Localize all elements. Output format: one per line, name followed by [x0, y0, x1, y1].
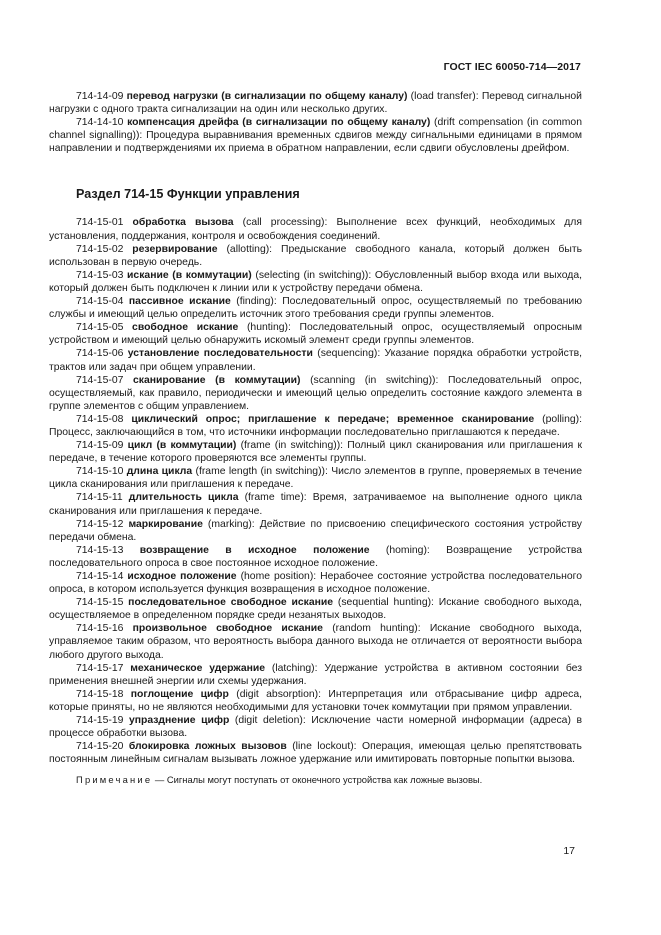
entry-term: блокировка ложных вызовов: [128, 741, 287, 753]
entry-definition: (sequencing): Указание порядка обработки устройств, трактов или задач при общем управлении.: [49, 348, 583, 373]
entry-code: 714-15-18: [76, 688, 124, 700]
entry-term: длина цикла: [126, 466, 193, 478]
term-entry: [49, 90, 582, 116]
term-entry: [49, 491, 582, 517]
entry-definition: (latching): Удержание устройства в активном состоянии без применения внешней энергии или схемы удержания.: [49, 662, 582, 687]
entry-term: обработка вызова: [132, 217, 234, 229]
entry-code: 714-15-06: [76, 348, 124, 360]
entry-definition: (digit absorption): Интерпретация или отбрасывание цифр адреса, которые приняты, но не являются необходимыми для установки точек коммутации при прямом управлении.: [49, 688, 582, 713]
term-entry: [49, 622, 582, 661]
term-entry: [49, 116, 582, 155]
entry-term: пассивное искание: [128, 296, 231, 308]
term-entry: [49, 518, 582, 544]
entry-term: упразднение цифр: [128, 715, 230, 727]
term-entry: [49, 714, 582, 740]
term-entry: [49, 596, 582, 622]
entry-term: циклический опрос; приглашение к передаче; временное сканирование: [131, 413, 535, 425]
note: [49, 774, 582, 786]
term-entry: [49, 570, 582, 596]
term-entries: [49, 216, 582, 766]
entry-code: 714-15-20: [76, 741, 124, 753]
entry-definition: (digit deletion): Исключение части номерной информации (адреса) в процессе обработки вызова.: [49, 715, 583, 740]
entry-code: 714-15-02: [76, 243, 124, 255]
term-entry: [49, 295, 582, 321]
term-entry: [49, 439, 582, 465]
entry-term: длительность цикла: [128, 492, 239, 504]
document-code-header: ГОСТ IEC 60050-714—2017: [443, 61, 581, 73]
document-body: [49, 90, 582, 786]
entry-term: установление последовательности: [127, 348, 313, 360]
entry-code: 714-15-19: [76, 715, 124, 727]
term-entry: [49, 243, 582, 269]
entry-term: произвольное свободное искание: [132, 623, 323, 635]
entry-term: цикл (в коммутации): [127, 440, 237, 452]
entry-term: искание (в коммутации): [127, 269, 252, 281]
section-heading: Раздел 714-15 Функции управления: [76, 187, 300, 202]
entry-code: 714-15-10: [76, 466, 124, 478]
note-text: — Сигналы могут поступать от оконечного устройства как ложные вызовы.: [152, 774, 483, 786]
entry-term: поглощение цифр: [130, 688, 229, 700]
entry-code: 714-15-09: [76, 440, 124, 452]
term-entry: [49, 688, 582, 714]
entry-code: 714-15-11: [76, 492, 123, 504]
entry-code: 714-15-04: [76, 296, 124, 308]
entry-definition: (selecting (in switching)): Обусловленный выбор входа или выхода, который должен быть подключен к линии или к устройству передачи обмена.: [49, 269, 582, 294]
entry-code: 714-15-08: [76, 413, 124, 425]
entry-definition: (finding): Последовательный опрос, осуществляемый по требованию службы и имеющий целью определить источник этого требования среди группы элементов.: [49, 296, 583, 321]
entry-term: последовательное свободное искание: [128, 597, 334, 609]
entry-code: 714-15-05: [76, 322, 124, 334]
entry-term: маркирование: [128, 518, 203, 530]
entry-code: 714-15-03: [76, 269, 124, 281]
entry-definition: (line lockout): Операция, имеющая целью препятствовать постоянным линейным сигналам вызывать ложное удержание или имитировать повторные попытки вызова.: [49, 741, 582, 766]
entry-code: 714-15-12: [76, 518, 124, 530]
entry-definition: (polling): Процесс, заключающийся в том, что источники информации последовательно приглашаются к передаче.: [49, 413, 582, 438]
note-label: Примечание: [76, 774, 153, 786]
term-entry: [49, 662, 582, 688]
term-entry: [49, 413, 582, 439]
entry-definition: (hunting): Последовательный опрос, осуществляемый опросным устройством и имеющий целью обнаружить искомый элемент среди группы элементов.: [49, 322, 582, 347]
entry-code: 714-15-14: [76, 571, 124, 582]
entry-definition: (sequential hunting): Искание свободного выхода, осуществляемое в определенном порядке среди незанятых выходов.: [49, 597, 583, 622]
entry-definition: (call processing): Выполнение всех функций, необходимых для установления, поддержания, контроля и освобождения соединений.: [49, 217, 582, 242]
entry-definition: (allotting): Предыскание свободного канала, который должен быть использован в первую очередь.: [49, 243, 582, 268]
term-entry: [49, 740, 582, 766]
entry-definition: (scanning (in switching)): Последовательный опрос, осуществляемый, как правило, периодически и имеющий целью определить состояние каждого элемента в группе элементов с общим управлением.: [49, 374, 582, 412]
entry-code: 714-14-09: [76, 91, 124, 102]
entry-code: 714-15-13: [76, 544, 124, 556]
page-number: 17: [563, 845, 575, 857]
entry-term: механическое удержание: [130, 662, 266, 674]
entry-code: 714-14-10: [76, 117, 124, 129]
entry-term: перевод нагрузки (в сигнализации по общему каналу): [126, 91, 408, 102]
term-entry: [49, 347, 582, 373]
entry-definition: (home position): Нерабочее состояние устройства последовательного опроса, в котором используется функция возвращения в исходное положение.: [49, 571, 582, 596]
entry-term: сканирование (в коммутации): [132, 374, 301, 386]
entry-definition: (homing): Возвращение устройства последовательного опроса в свое постоянное исходное положение.: [49, 544, 583, 569]
entry-definition: (random hunting): Искание свободного выхода, управляемое таким образом, что вероятность выбора данного выхода не отличается от вероятности выбора любого другого выхода.: [49, 623, 582, 661]
term-entry: [49, 321, 582, 347]
entry-code: 714-15-16: [76, 623, 124, 635]
entry-code: 714-15-07: [76, 374, 124, 386]
intro-entries: [49, 90, 582, 155]
entry-definition: (marking): Действие по присвоению специфического состояния устройству передачи обмена.: [49, 518, 582, 543]
entry-code: 714-15-01: [76, 217, 124, 229]
term-entry: [49, 544, 582, 570]
term-entry: [49, 269, 582, 295]
entry-term: резервирование: [132, 243, 218, 255]
entry-term: исходное положение: [127, 571, 237, 582]
term-entry: [49, 374, 582, 413]
entry-definition: (frame time): Время, затрачиваемое на выполнение одного цикла сканирования или приглашения к передаче.: [49, 492, 582, 517]
entry-code: 714-15-15: [76, 597, 124, 609]
entry-definition: (drift compensation (in common channel signalling)): Процедура выравнивания временных сдвигов между сигнальными единицами в прямом направлении и подтверждениями их приема в обратном направлении, если сдвиги обусловлены дрейфом.: [49, 117, 582, 155]
entry-code: 714-15-17: [76, 662, 124, 674]
term-entry: [49, 465, 582, 491]
entry-definition: (load transfer): Перевод сигнальной нагрузки с одного тракта сигнализации на один или несколько других.: [49, 91, 582, 116]
entry-term: возвращение в исходное положение: [139, 544, 370, 556]
entry-term: компенсация дрейфа (в сигнализации по общему каналу): [127, 117, 431, 129]
entry-definition: (frame (in switching)): Полный цикл сканирования или приглашения к передаче, в течение которого проверяются все элементы группы.: [49, 440, 583, 465]
entry-term: свободное искание: [132, 322, 239, 334]
term-entry: [49, 216, 582, 242]
entry-definition: (frame length (in switching)): Число элементов в группе, проверяемых в течение цикла сканирования или приглашения к передаче.: [49, 466, 582, 491]
